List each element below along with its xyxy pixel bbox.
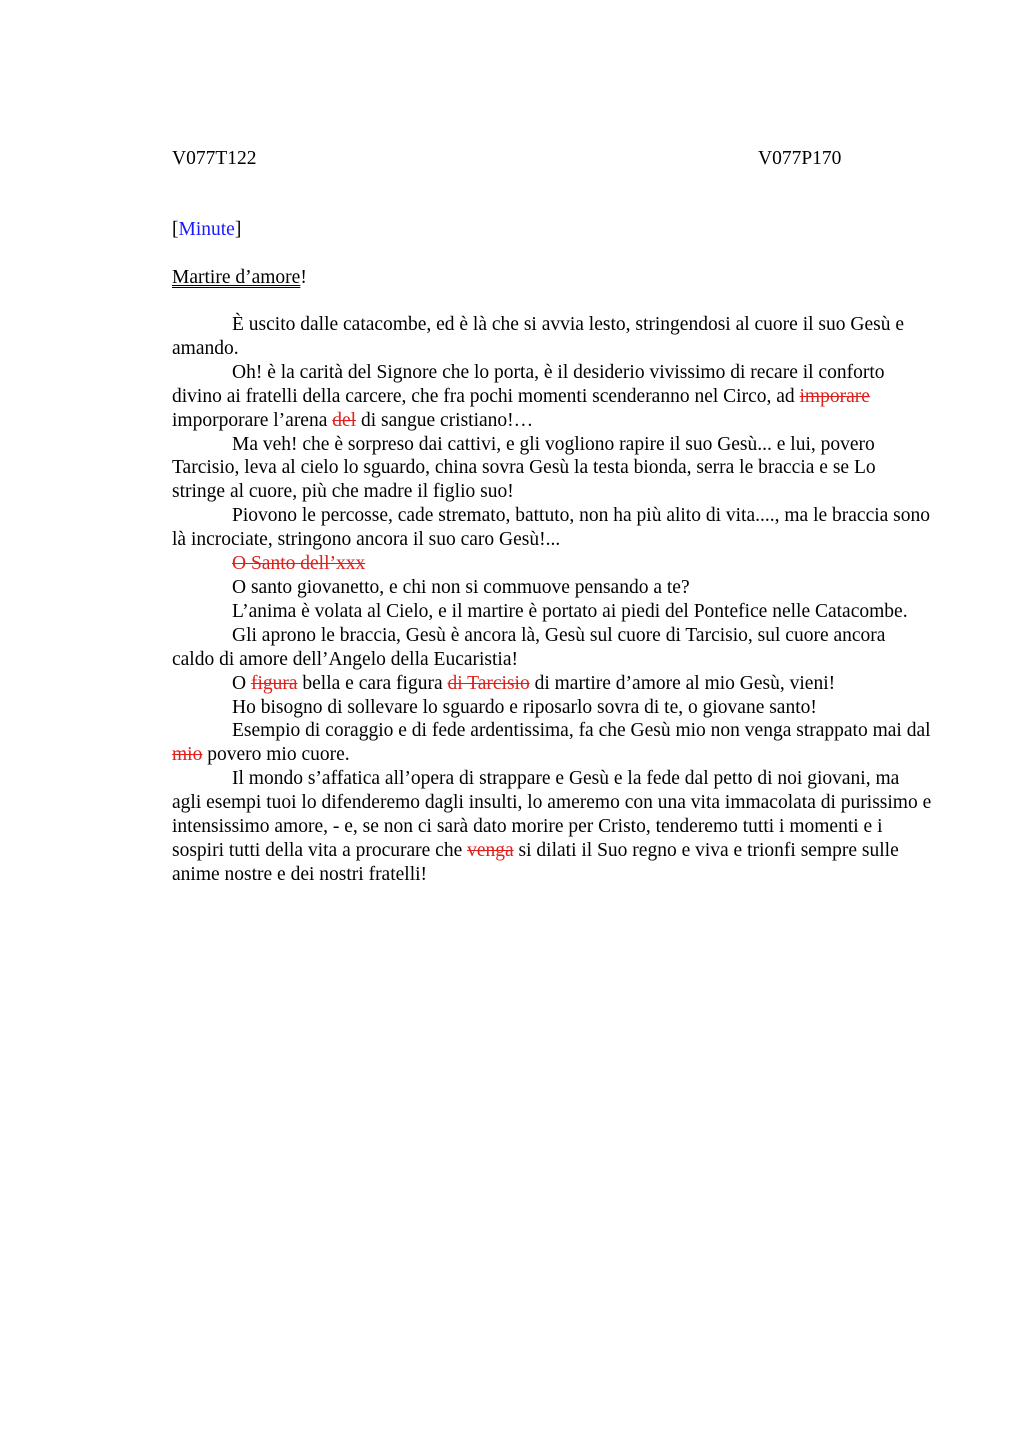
paragraph-10: Ho bisogno di sollevare lo sguardo e riposarlo sovra di te, o giovane santo! (232, 696, 817, 718)
deletion-di-tarcisio: di Tarcisio (447, 672, 530, 694)
deletion-del: del (332, 409, 357, 431)
paragraph-12-text-b: si dilati il Suo regno e viva e trionfi sempre sulle anime nostre e dei nostri fratelli! (172, 839, 899, 885)
section-open-bracket: [ (172, 219, 179, 240)
paragraph-6: O santo giovanetto, e chi non si commuove pensando a te? (232, 576, 690, 598)
paragraph-11-text-a: Esempio di coraggio e di fede ardentissima, fa che Gesù mio non venga strappato mai dal (232, 720, 931, 742)
paragraph-9-text-a: O (232, 672, 251, 694)
section-close-bracket: ] (234, 219, 242, 240)
paragraph-8: Gli aprono le braccia, Gesù è ancora là, Gesù sul cuore di Tarcisio, sul cuore ancora caldo di amore dell’Angelo della Eucaristia! (172, 624, 886, 670)
document-title (172, 266, 307, 290)
paragraph-1: È uscito dalle catacombe, ed è là che si avvia lesto, stringendosi al cuore il suo Gesù e amando. (172, 314, 904, 359)
document-code-left: V077T122 (172, 148, 257, 169)
section-link-minute[interactable]: Minute (178, 219, 235, 240)
paragraph-2-text-c: di sangue cristiano!… (356, 409, 534, 431)
document-body (172, 313, 932, 887)
document-code-right: V077P170 (758, 148, 842, 169)
paragraph-12 (172, 767, 932, 887)
deletion-imporare: imporare (799, 385, 870, 407)
paragraph-9-text-b: bella e cara figura (297, 672, 448, 694)
paragraph-2 (172, 361, 932, 433)
paragraph-7: L’anima è volata al Cielo, e il martire è portato ai piedi del Pontefice nelle Catacombe. (232, 600, 908, 622)
title-underlined: Martire d’amore (172, 267, 301, 288)
paragraph-5 (172, 552, 932, 576)
paragraph-3: Ma veh! che è sorpreso dai cattivi, e gli vogliono rapire il suo Gesù... e lui, povero Tarcisio, leva al cielo lo sguardo, china sovra Gesù la testa bionda, serra le braccia e se Lo stringe al cuore, più che madre il figlio suo! (172, 433, 876, 503)
deletion-o-santo: O Santo dell’xxx (232, 553, 366, 575)
paragraph-4: Piovono le percosse, cade stremato, battuto, non ha più alito di vita...., ma le braccia sono là incrociate, stringono ancora il suo caro Gesù!... (172, 505, 931, 551)
paragraph-2-text-b: imporporare l’arena (172, 409, 333, 431)
paragraph-11 (172, 719, 932, 767)
deletion-mio: mio (172, 744, 203, 766)
deletion-venga: venga (467, 839, 514, 861)
paragraph-11-text-b: povero mio cuore. (202, 744, 350, 766)
deletion-figura: figura (250, 672, 298, 694)
paragraph-9-text-c: di martire d’amore al mio Gesù, vieni! (529, 672, 836, 694)
paragraph-9 (172, 672, 932, 696)
paragraph-12-text-a: Il mondo s’affatica all’opera di strappare e Gesù e la fede dal petto di noi giovani, ma agli esempi tuoi lo difenderemo dagli insulti, lo ameremo con una vita immacolata di purissimo e intensissimo amore, - e, se non ci sarà dato morire per Cristo, tenderemo tutti i momenti e i sospiri tutti della vita a procurare che (172, 768, 932, 861)
title-suffix: ! (300, 267, 307, 288)
section-label (172, 218, 241, 242)
paragraph-2-text-a: Oh! è la carità del Signore che lo porta, è il desiderio vivissimo di recare il conforto divino ai fratelli della carcere, che fra pochi momenti scenderanno nel Circo, ad (172, 361, 885, 407)
